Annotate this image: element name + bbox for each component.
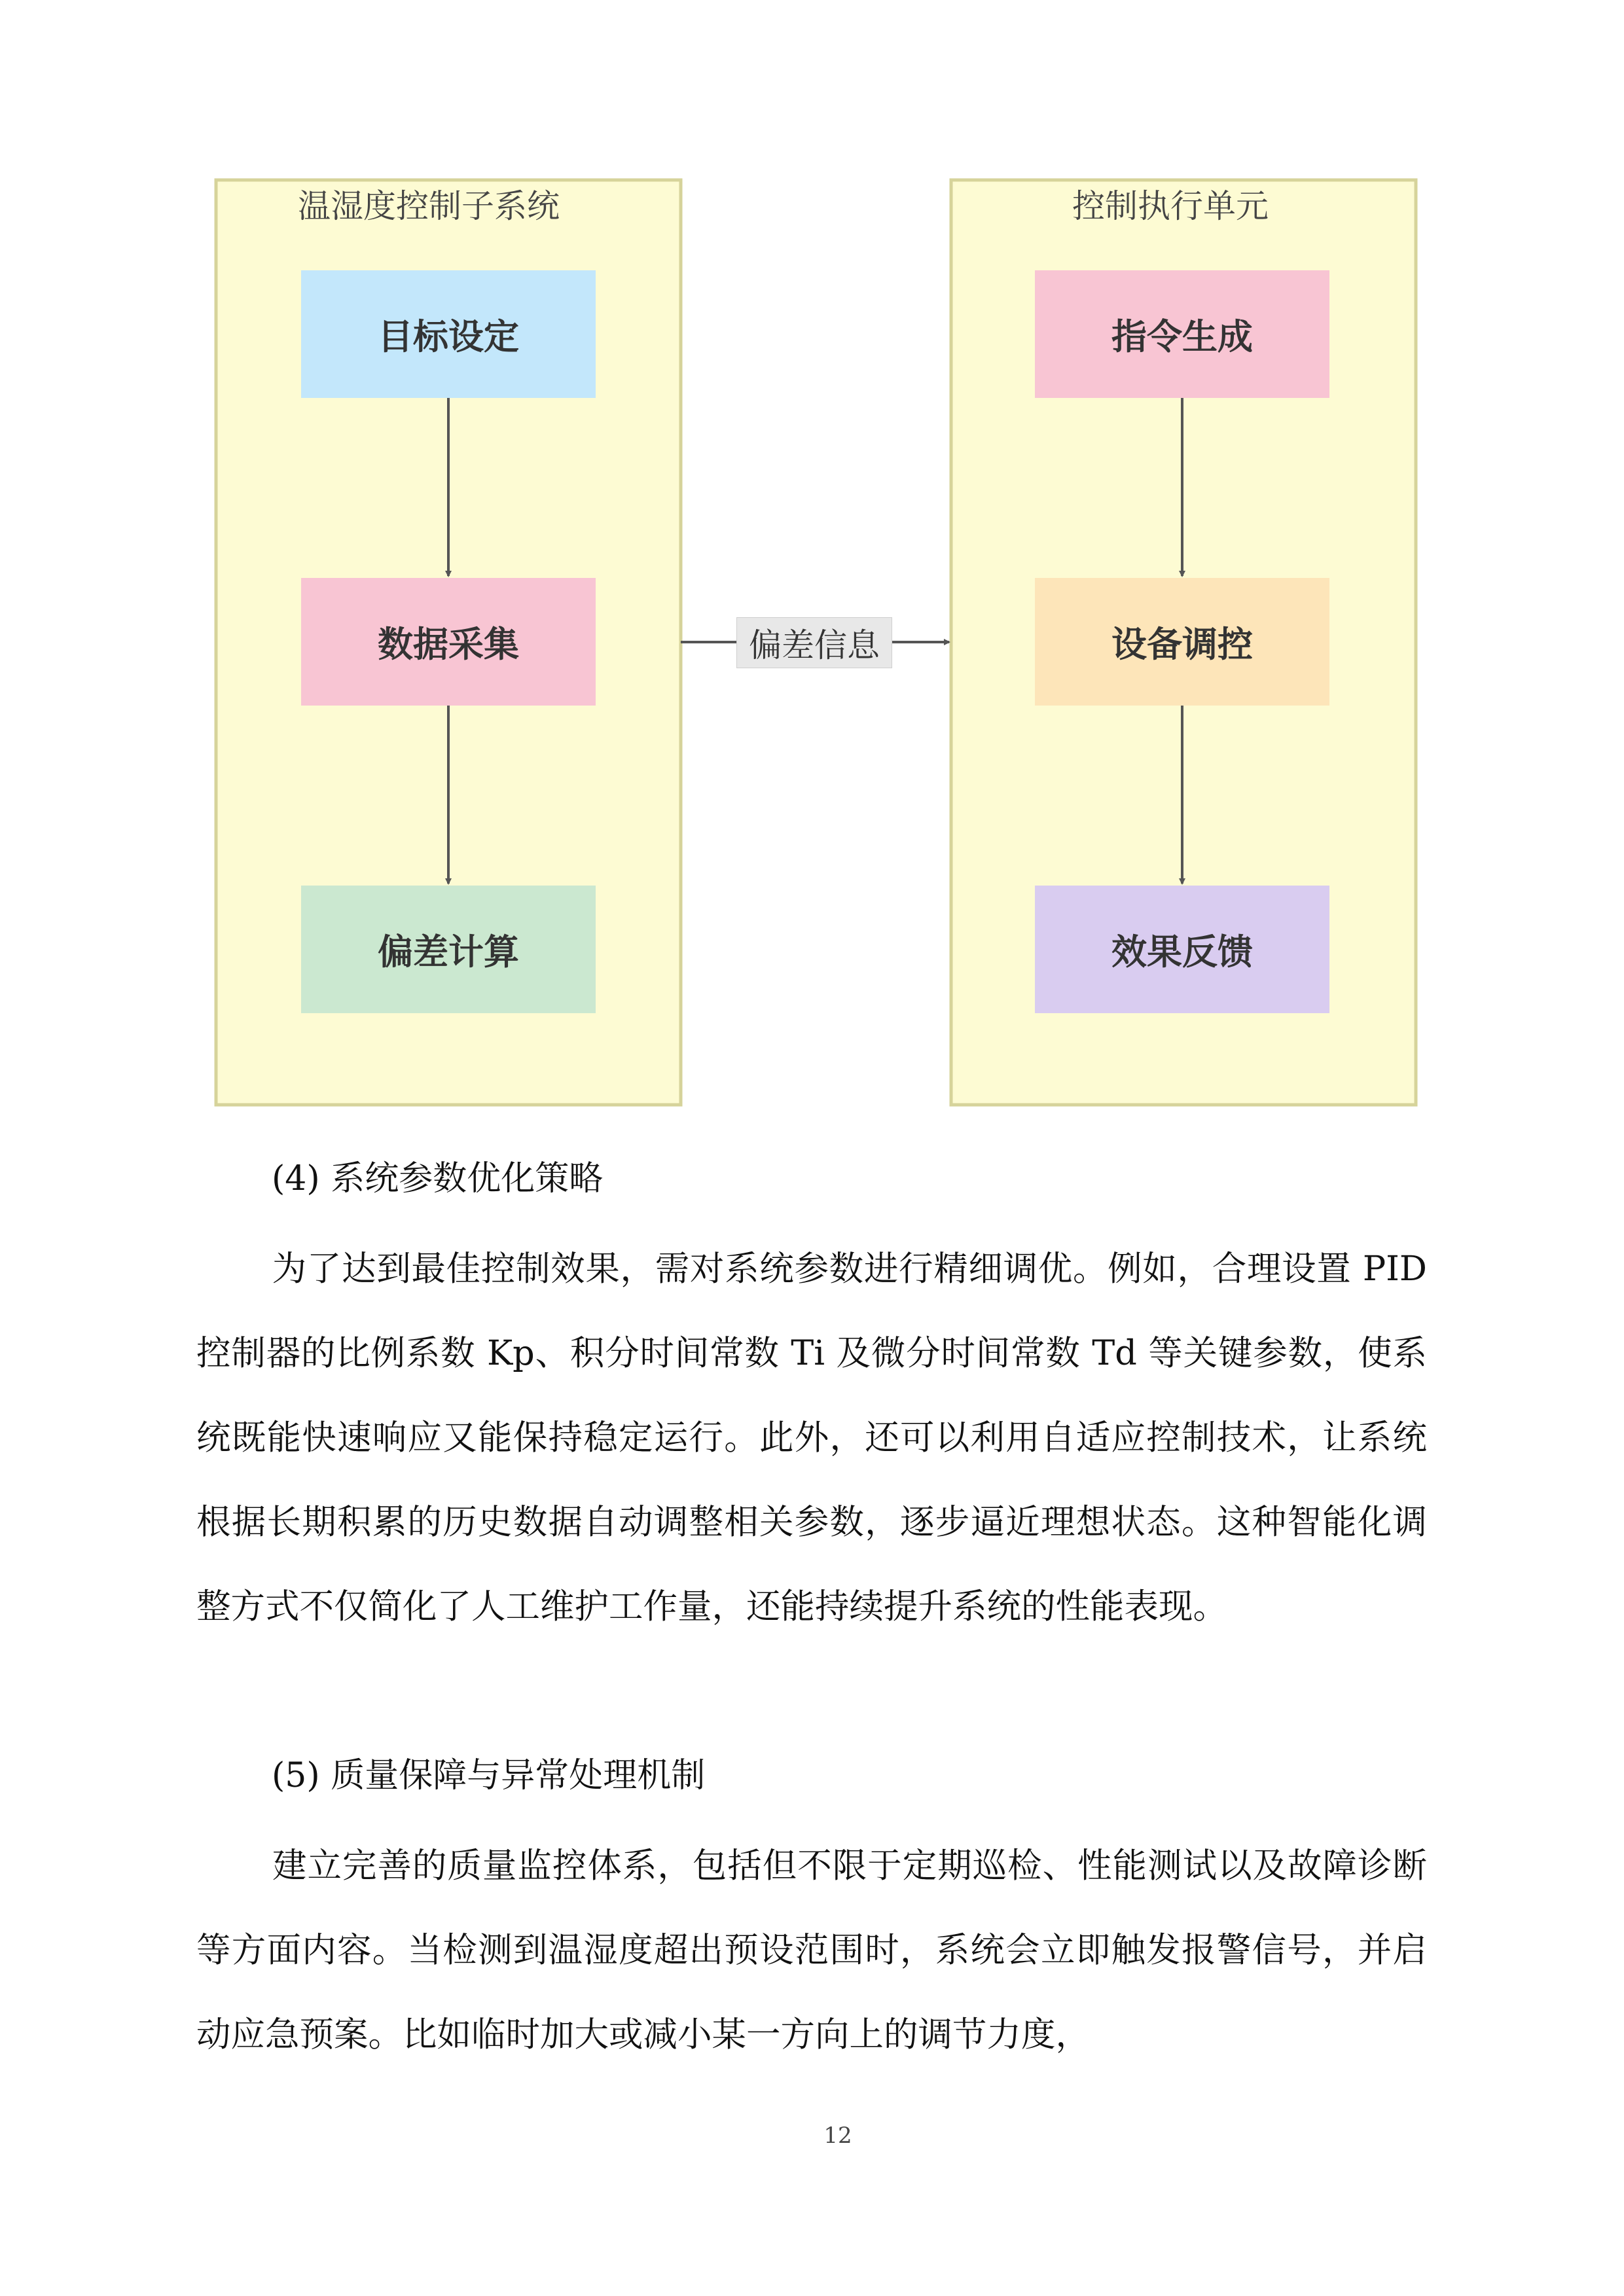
page-number: 12	[823, 2123, 852, 2149]
node-effect-feedback: 效果反馈	[1035, 886, 1329, 1013]
node-device-control: 设备调控	[1035, 578, 1329, 706]
edge-label-deviation-info: 偏差信息	[736, 617, 892, 668]
flow-diagram	[0, 0, 1624, 1126]
section-paragraph-4	[196, 1227, 1427, 1649]
node-target-setting: 目标设定	[301, 270, 596, 398]
node-command-generation: 指令生成	[1035, 270, 1329, 398]
node-deviation-calc: 偏差计算	[301, 886, 596, 1013]
left-group-title: 温湿度控制子系统	[298, 187, 560, 225]
section-heading-5: (5) 质量保障与异常处理机制	[272, 1756, 706, 1795]
paragraph-text: 建立完善的质量监控体系，包括但不限于定期巡检、性能测试以及故障诊断等方面内容。当检测到温湿度超出预设范围时，系统会立即触发报警信号，并启动应急预案。比如临时加大或减小某一方向上的调节力度，	[196, 1846, 1427, 2054]
right-group-title: 控制执行单元	[1072, 187, 1269, 225]
section-paragraph-5	[196, 1823, 1427, 2077]
paragraph-text: 为了达到最佳控制效果，需对系统参数进行精细调优。例如，合理设置 PID 控制器的比例系数 Kp、积分时间常数 Ti 及微分时间常数 Td 等关键参数，使系统既能快速响应又能保持稳定运行。此外，还可以利用自适应控制技术，让系统根据长期积累的历史数据自动调整相关参数，逐步逼近理想状态。这种智能化调整方式不仅简化了人工维护工作量，还能持续提升系统的性能表现。	[196, 1249, 1427, 1626]
node-data-collection: 数据采集	[301, 578, 596, 706]
section-heading-4: (4) 系统参数优化策略	[272, 1159, 604, 1198]
